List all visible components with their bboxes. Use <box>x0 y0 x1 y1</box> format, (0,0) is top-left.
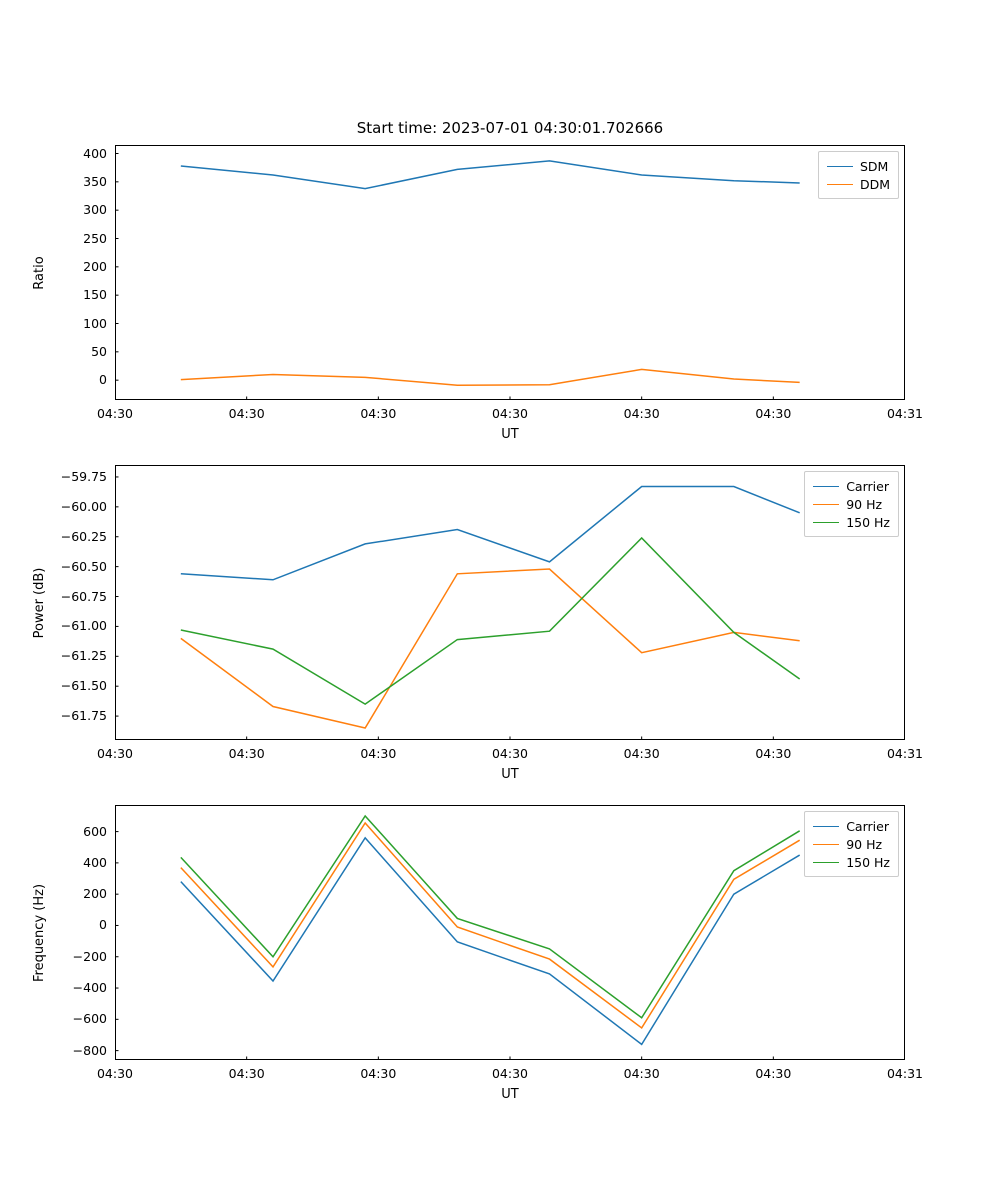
x-tick-label: 04:31 <box>886 746 924 761</box>
legend-line-swatch <box>813 826 839 827</box>
legend-label: Carrier <box>846 478 889 494</box>
legend-item <box>827 175 890 193</box>
x-tick-label: 04:30 <box>96 1066 134 1081</box>
y-tick-label: −200 <box>72 948 107 964</box>
y-tick-label: 150 <box>83 287 107 303</box>
y-tick-label: −60.25 <box>60 528 107 544</box>
x-tick-label: 04:30 <box>96 406 134 421</box>
x-tick-label: 04:30 <box>228 406 265 421</box>
series-line-90-hz <box>181 823 800 1028</box>
plot-lines-power <box>115 465 905 740</box>
legend-item <box>813 817 890 835</box>
x-tick-label: 04:30 <box>360 406 397 421</box>
y-tick-label: 200 <box>83 886 107 902</box>
legend-label: DDM <box>859 176 890 192</box>
series-line-ddm <box>181 369 800 385</box>
legend-label: 90 Hz <box>846 496 883 512</box>
series-line-90-hz <box>181 569 800 728</box>
y-tick-label: 200 <box>83 258 107 274</box>
chart-panel-frequency <box>115 805 905 1060</box>
legend-line-swatch <box>813 844 839 845</box>
x-tick-label: 04:30 <box>623 406 660 421</box>
y-tick-label: 400 <box>83 145 107 161</box>
legend-item <box>827 157 890 175</box>
y-tick-label: −600 <box>72 1011 107 1027</box>
y-axis-label-power: Power (dB) <box>32 567 47 638</box>
x-tick-label: 04:30 <box>755 406 792 421</box>
y-tick-label: −60.50 <box>60 558 107 574</box>
y-tick-label: −60.75 <box>60 588 107 604</box>
y-tick-label: 600 <box>83 823 107 839</box>
plot-lines-frequency <box>115 805 905 1060</box>
legend-item <box>813 477 890 495</box>
series-line-sdm <box>181 161 800 189</box>
series-line-carrier <box>181 487 800 580</box>
legend-item <box>813 495 890 513</box>
y-tick-label: 250 <box>83 230 107 246</box>
legend-line-swatch <box>813 862 839 863</box>
x-axis-label-frequency: UT <box>501 1087 519 1102</box>
x-tick-label: 04:30 <box>755 746 792 761</box>
y-tick-label: 0 <box>99 372 107 388</box>
legend-ratio <box>818 151 899 199</box>
y-tick-label: −61.00 <box>60 618 107 634</box>
series-line-150-hz <box>181 538 800 704</box>
y-axis-label-ratio: Ratio <box>32 255 47 290</box>
x-tick-label: 04:30 <box>228 746 265 761</box>
x-tick-label: 04:30 <box>623 746 660 761</box>
x-tick-label: 04:30 <box>228 1066 265 1081</box>
legend-item <box>813 853 890 871</box>
series-line-150-hz <box>181 816 800 1018</box>
plot-lines-ratio <box>115 145 905 400</box>
x-tick-label: 04:30 <box>491 746 529 761</box>
x-tick-label: 04:31 <box>886 406 924 421</box>
legend-label: 150 Hz <box>846 854 890 870</box>
x-tick-label: 04:30 <box>360 746 397 761</box>
y-tick-label: 0 <box>99 917 107 933</box>
x-tick-label: 04:30 <box>755 1066 792 1081</box>
chart-panel-ratio <box>115 119 905 400</box>
legend-item <box>813 513 890 531</box>
x-tick-label: 04:30 <box>623 1066 660 1081</box>
legend-label: 150 Hz <box>846 514 890 530</box>
x-tick-label: 04:30 <box>491 406 529 421</box>
y-tick-label: 400 <box>83 854 107 870</box>
legend-line-swatch <box>813 504 839 505</box>
y-tick-label: −800 <box>72 1042 107 1058</box>
legend-line-swatch <box>813 522 839 523</box>
x-axis-label-ratio: UT <box>501 427 519 442</box>
legend-item <box>813 835 890 853</box>
legend-line-swatch <box>813 486 839 487</box>
x-tick-label: 04:30 <box>360 1066 397 1081</box>
legend-frequency <box>804 811 899 877</box>
y-tick-label: −400 <box>72 980 107 996</box>
chart-panel-power <box>115 465 905 740</box>
y-tick-label: −61.75 <box>60 708 107 724</box>
x-axis-label-power: UT <box>501 767 519 782</box>
y-tick-label: 50 <box>91 343 107 359</box>
y-tick-label: 100 <box>83 315 107 331</box>
y-tick-label: −61.25 <box>60 648 107 664</box>
y-tick-label: −61.50 <box>60 678 107 694</box>
legend-line-swatch <box>827 184 853 185</box>
legend-power <box>804 471 899 537</box>
y-tick-label: −60.00 <box>60 498 107 514</box>
legend-label: 90 Hz <box>846 836 883 852</box>
y-tick-label: −59.75 <box>60 468 107 484</box>
series-line-carrier <box>181 838 800 1045</box>
y-axis-label-frequency: Frequency (Hz) <box>32 883 47 982</box>
legend-label: Carrier <box>846 818 889 834</box>
y-tick-label: 300 <box>83 202 107 218</box>
legend-label: SDM <box>859 158 889 174</box>
page-title: Start time: 2023-07-01 04:30:01.702666 <box>356 119 664 137</box>
x-tick-label: 04:30 <box>491 1066 529 1081</box>
legend-line-swatch <box>827 166 853 167</box>
y-tick-label: 350 <box>83 173 107 189</box>
x-tick-label: 04:30 <box>96 746 134 761</box>
x-tick-label: 04:31 <box>886 1066 924 1081</box>
